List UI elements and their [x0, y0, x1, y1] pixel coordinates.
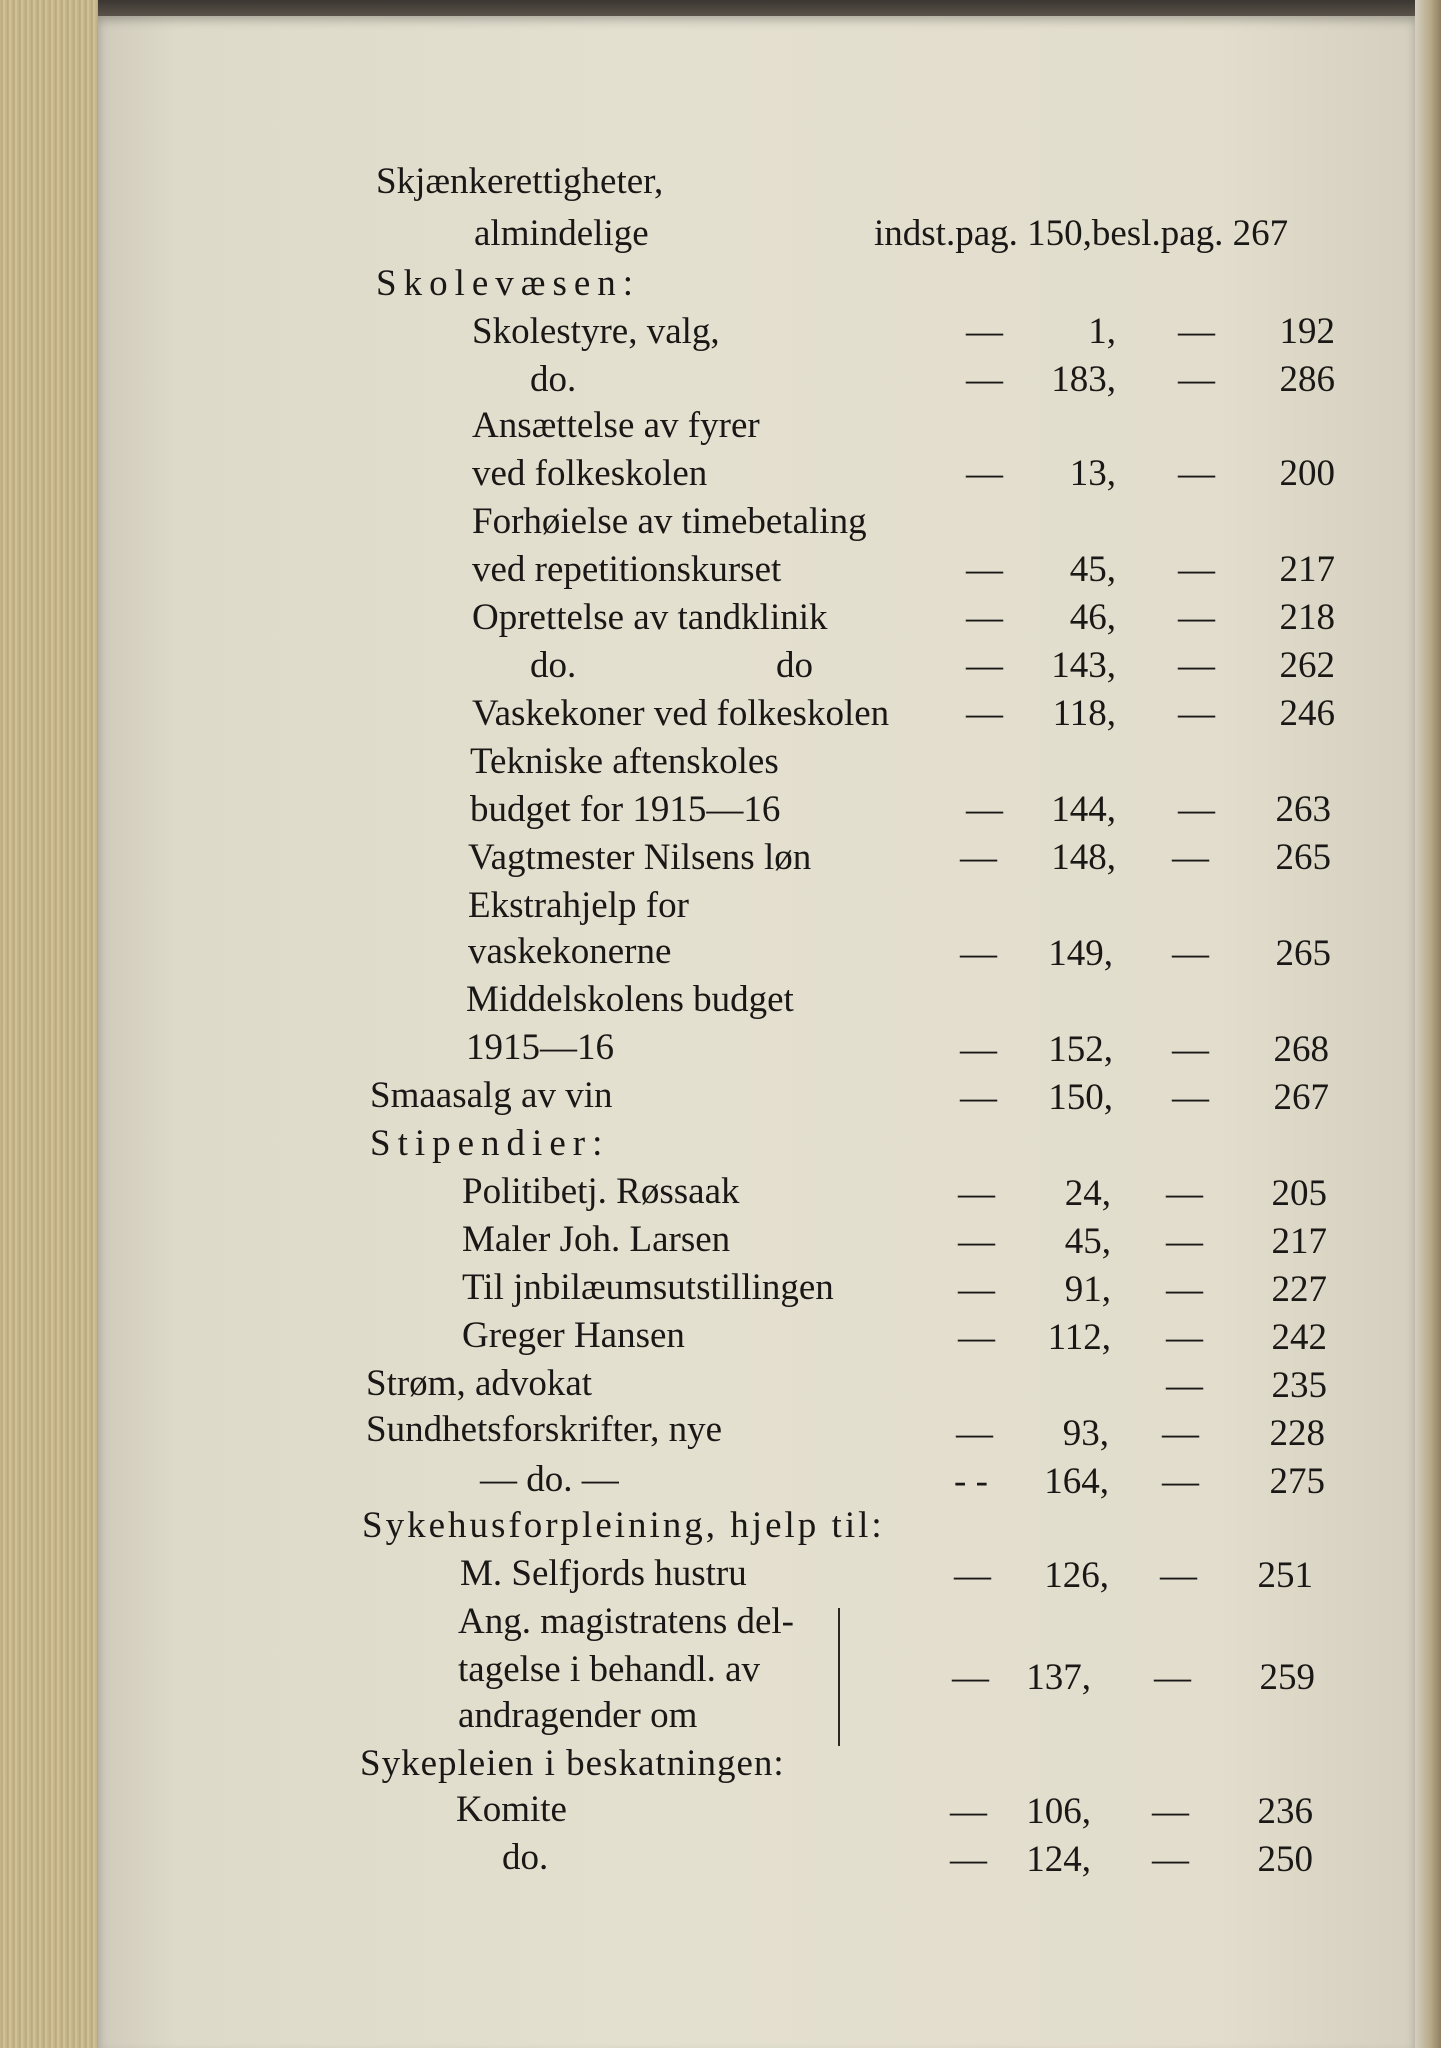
entry-label-ditto: do [776, 645, 813, 686]
dash: — [956, 1413, 993, 1454]
entry-label: do. [502, 1837, 549, 1878]
dash: — [966, 645, 1003, 686]
entry-label: ved folkeskolen [472, 453, 708, 494]
entry-heading: Skjænkerettigheter, [376, 161, 664, 202]
dash: — [1154, 1657, 1191, 1698]
dash: — [1178, 597, 1215, 638]
section-heading: Stipendier: [370, 1123, 610, 1164]
entry-label: do. [530, 645, 577, 686]
besl-page: 262 [1279, 645, 1335, 686]
dash: — [1162, 1413, 1199, 1454]
entry-label: budget for 1915—16 [470, 789, 781, 830]
indst-page: 45, [1069, 549, 1116, 590]
besl-page: 246 [1279, 693, 1335, 734]
indst-page: 126, [1044, 1555, 1109, 1596]
dash: — [958, 1221, 995, 1262]
besl-page: 259 [1259, 1657, 1315, 1698]
dash: — [1166, 1317, 1203, 1358]
entry-label: Forhøielse av timebetaling [472, 501, 867, 542]
section-heading: Sykepleien i beskatningen: [360, 1743, 785, 1784]
dash: — [1166, 1269, 1203, 1310]
entry-label: 1915—16 [466, 1027, 614, 1068]
besl-page: 242 [1271, 1317, 1327, 1358]
dash: — [950, 1791, 987, 1832]
dash: — [966, 359, 1003, 400]
dash: — [1178, 453, 1215, 494]
indst-page: 137, [1026, 1657, 1091, 1698]
entry-label: Vaskekoner ved folkeskolen [472, 693, 890, 734]
entry-label: Tekniske aftenskoles [470, 741, 779, 782]
indst-page: 150, [1048, 1077, 1113, 1118]
entry-label: almindelige [474, 213, 649, 254]
dash: — [1166, 1365, 1203, 1406]
indst-page: 164, [1044, 1461, 1109, 1502]
dash: — [958, 1173, 995, 1214]
entry-label: Politibetj. Røssaak [462, 1171, 740, 1212]
entry-reference: indst.pag. 150,besl.pag. 267 [874, 213, 1289, 254]
section-heading: Sykehusforpleining, hjelp til: [362, 1505, 885, 1546]
dash: — [958, 1317, 995, 1358]
indst-page: 143, [1051, 645, 1116, 686]
entry-label: ved repetitionskurset [472, 549, 782, 590]
section-heading: Skolevæsen: [376, 263, 641, 304]
indst-page: 46, [1069, 597, 1116, 638]
dash: — [1178, 549, 1215, 590]
dash: — [950, 1839, 987, 1880]
entry-label: do. [530, 359, 577, 400]
dash: — [1178, 359, 1215, 400]
besl-page: 227 [1271, 1269, 1327, 1310]
entry-label: Maler Joh. Larsen [462, 1219, 731, 1260]
entry-label: Oprettelse av tandklinik [472, 597, 828, 638]
indst-page: 124, [1026, 1839, 1091, 1880]
entry-label: tagelse i behandl. av [458, 1649, 761, 1690]
besl-page: 235 [1271, 1365, 1327, 1406]
besl-page: 251 [1257, 1555, 1313, 1596]
indst-page: 91, [1064, 1269, 1111, 1310]
indst-page: 118, [1052, 693, 1116, 734]
dash: — [1152, 1791, 1189, 1832]
dash: — [966, 789, 1003, 830]
grouping-bracket [838, 1608, 840, 1746]
indst-page: 152, [1048, 1029, 1113, 1070]
indst-page: 13, [1069, 453, 1116, 494]
dash: — [960, 837, 997, 878]
besl-page: 200 [1279, 453, 1335, 494]
besl-page: 268 [1273, 1029, 1329, 1070]
dash: — [960, 1029, 997, 1070]
dash: — [966, 693, 1003, 734]
entry-label: Middelskolens budget [466, 979, 794, 1020]
dash: — [1160, 1555, 1197, 1596]
besl-page: 228 [1269, 1413, 1325, 1454]
indst-page: 112, [1047, 1317, 1111, 1358]
besl-page: 192 [1279, 311, 1335, 352]
dash: — [966, 549, 1003, 590]
entry-label: Ang. magistratens del- [458, 1601, 794, 1642]
dash: — [960, 933, 997, 974]
besl-page: 205 [1271, 1173, 1327, 1214]
entry-label: Til jnbilæumsutstillingen [462, 1267, 834, 1308]
indst-page: 1, [1088, 311, 1116, 352]
dash: — [1162, 1461, 1199, 1502]
dash: — [1172, 1029, 1209, 1070]
besl-page: 250 [1257, 1839, 1313, 1880]
indst-page: 149, [1048, 933, 1113, 974]
entry-label: Ansættelse av fyrer [472, 405, 760, 446]
entry-label: Ekstrahjelp for [468, 885, 689, 926]
dash: — [1166, 1173, 1203, 1214]
entry-label: Vagtmester Nilsens løn [468, 837, 812, 878]
indst-page: 93, [1062, 1413, 1109, 1454]
dash: — [1166, 1221, 1203, 1262]
indst-page: 106, [1026, 1791, 1091, 1832]
besl-page: 275 [1269, 1461, 1325, 1502]
dash: — [966, 597, 1003, 638]
entry-heading: Sundhetsforskrifter, nye [366, 1409, 723, 1450]
entry-heading: Strøm, advokat [366, 1363, 593, 1404]
entry-label: vaskekonerne [468, 931, 672, 972]
dash: — [1178, 789, 1215, 830]
entry-label: Greger Hansen [462, 1315, 685, 1356]
besl-page: 265 [1275, 837, 1331, 878]
besl-page: 265 [1275, 933, 1331, 974]
besl-page: 236 [1257, 1791, 1313, 1832]
entry-label: M. Selfjords hustru [460, 1553, 747, 1594]
dash: — [1178, 311, 1215, 352]
dash: — [952, 1657, 989, 1698]
entry-label: andragender om [458, 1695, 698, 1736]
dash: — [1178, 693, 1215, 734]
entry-label: Skolestyre, valg, [472, 311, 720, 352]
dash: — [954, 1555, 991, 1596]
dash: — [1178, 645, 1215, 686]
indst-page: 183, [1051, 359, 1116, 400]
besl-page: 267 [1273, 1077, 1329, 1118]
indst-page: 148, [1051, 837, 1116, 878]
dash: — [1172, 837, 1209, 878]
entry-heading: Smaasalg av vin [370, 1075, 613, 1116]
indst-page: 24, [1064, 1173, 1111, 1214]
besl-page: 217 [1271, 1221, 1327, 1262]
dash: — [960, 1077, 997, 1118]
indst-page: 45, [1064, 1221, 1111, 1262]
besl-page: 263 [1275, 789, 1331, 830]
dash: — [958, 1269, 995, 1310]
dash: — [1152, 1839, 1189, 1880]
dash: — [1172, 933, 1209, 974]
dash: — [966, 453, 1003, 494]
entry-label: Komite [456, 1789, 567, 1830]
besl-page: 286 [1279, 359, 1335, 400]
entry-label: — do. — [480, 1459, 619, 1500]
dash: — [1172, 1077, 1209, 1118]
dash: - - [954, 1461, 988, 1502]
dash: — [966, 311, 1003, 352]
indst-page: 144, [1051, 789, 1116, 830]
besl-page: 218 [1279, 597, 1335, 638]
besl-page: 217 [1279, 549, 1335, 590]
